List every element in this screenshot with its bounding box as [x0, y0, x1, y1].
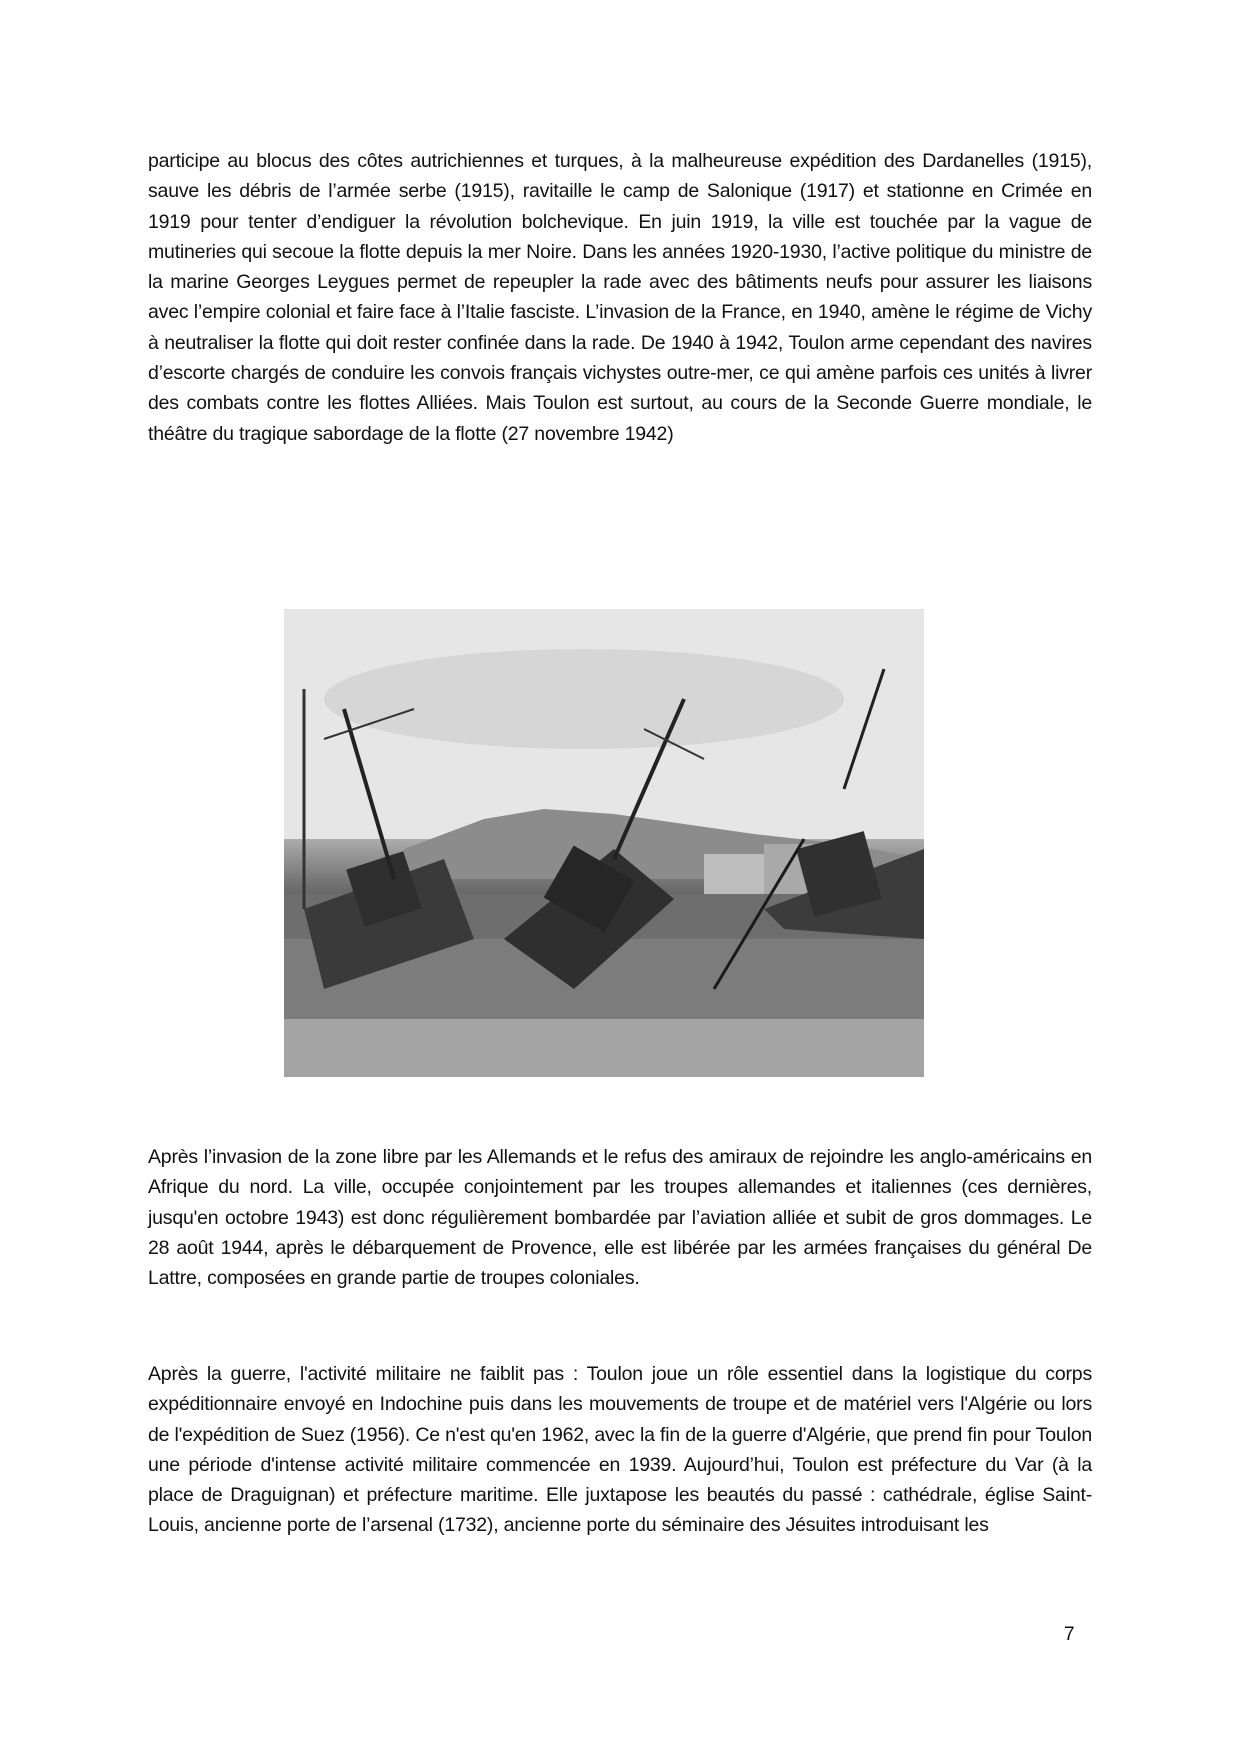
photo-illustration — [284, 609, 924, 1077]
paragraph-1: participe au blocus des côtes autrichiennes et turques, à la malheureuse expédition des Dardanelles (1915), sauve les débris de l’armée serbe (1915), ravitaille le camp de Salonique (1917) et stationne en Crimée en 1919 pour tenter d’endiguer la révolution bolchevique. En juin 1919, la ville est touchée par la vague de mutineries qui secoue la flotte depuis la mer Noire. Dans les années 1920-1930, l’active politique du ministre de la marine Georges Leygues permet de repeupler la rade avec des bâtiments neufs pour assurer les liaisons avec l’empire colonial et faire face à l’Italie fasciste. L’invasion de la France, en 1940, amène le régime de Vichy à neutraliser la flotte qui doit rester confinée dans la rade. De 1940 à 1942, Toulon arme cependant des navires d’escorte chargés de conduire les convois français vichystes outre-mer, ce qui amène parfois ces unités à livrer des combats contre les flottes Alliées. Mais Toulon est surtout, au cours de la Seconde Guerre mondiale, le théâtre du tragique sabordage de la flotte (27 novembre 1942) — [148, 150, 1092, 445]
paragraph-3: Après la guerre, l'activité militaire ne faiblit pas : Toulon joue un rôle essentiel dans la logistique du corps expéditionnaire envoyé en Indochine puis dans les mouvements de troupe et de matériel vers l'Algérie ou lors de l'expédition de Suez (1956). Ce n'est qu'en 1962, avec la fin de la guerre d'Algérie, que prend fin pour Toulon une période d'intense activité militaire commencée en 1939. Aujourd’hui, Toulon est préfecture du Var (à la place de Draguignan) et préfecture maritime. Elle juxtapose les beautés du passé : cathédrale, église Saint-Louis, ancienne porte de l’arsenal (1732), ancienne porte du séminaire des Jésuites introduisant les — [148, 1363, 1092, 1537]
quay — [284, 1019, 924, 1077]
building — [704, 854, 764, 894]
page-number: 7 — [1064, 1624, 1075, 1645]
scuttled-fleet-photo — [284, 609, 924, 1077]
paragraph-2: Après l’invasion de la zone libre par les Allemands et le refus des amiraux de rejoindre les anglo-américains en Afrique du nord. La ville, occupée conjointement par les troupes allemandes et italiennes (ces dernières, jusqu'en octobre 1943) est donc régulièrement bombardée par l’aviation alliée et subit de gros dommages. Le 28 août 1944, après le débarquement de Provence, elle est libérée par les armées françaises du général De Lattre, composées en grande partie de troupes coloniales. — [148, 1146, 1092, 1290]
cloud — [324, 649, 844, 749]
